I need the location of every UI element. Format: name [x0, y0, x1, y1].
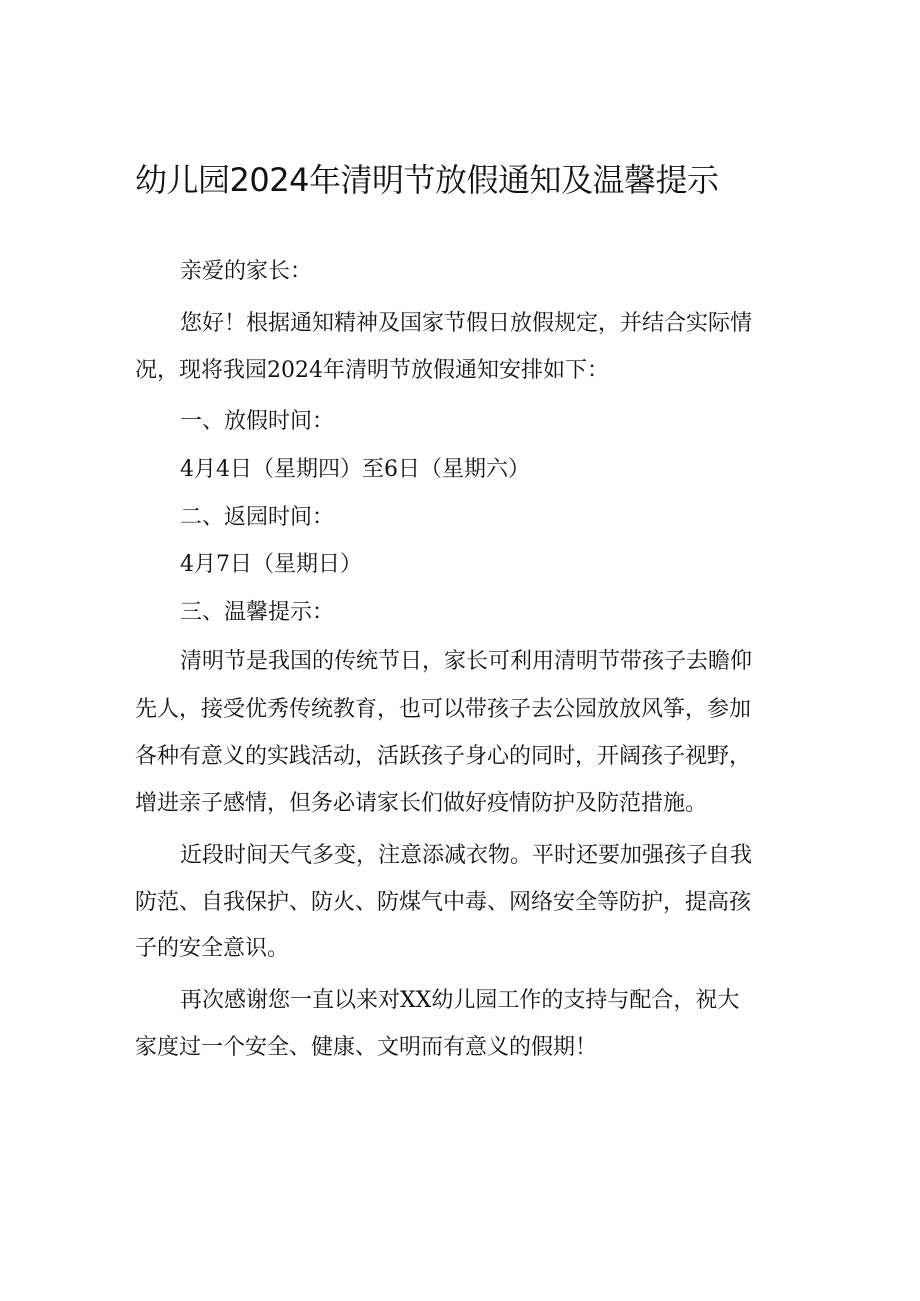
intro-line-2: 况，现将我园2024年清明节放假通知安排如下：: [135, 358, 609, 383]
holiday-time-text: 4月4日（星期四）至6日（星期六）: [180, 457, 530, 482]
return-time-text: 4月7日（星期日）: [180, 552, 362, 577]
tips-p3-line-2: 家度过一个安全、健康、文明而有意义的假期！: [135, 1035, 598, 1060]
tips-p1-line-1: 清明节是我国的传统节日，家长可利用清明节带孩子去瞻仰: [180, 649, 753, 674]
section-heading-holiday-time: 一、放假时间：: [180, 409, 335, 434]
page-title: 幼儿园2024年清明节放假通知及温馨提示: [135, 161, 719, 199]
tips-p2-line-2: 防范、自我保护、防火、防煤气中毒、网络安全等防护，提高孩: [135, 890, 752, 915]
tips-p1-line-2: 先人，接受优秀传统教育，也可以带孩子去公园放放风筝，参加: [135, 697, 752, 722]
section-heading-return-time: 二、返园时间：: [180, 505, 335, 530]
tips-p2-line-3: 子的安全意识。: [135, 936, 290, 961]
intro-line-1: 您好！根据通知精神及国家节假日放假规定，并结合实际情: [180, 311, 753, 336]
greeting: 亲爱的家长：: [180, 259, 313, 284]
section-heading-tips: 三、温馨提示：: [180, 600, 335, 625]
tips-p1-line-3: 各种有意义的实践活动，活跃孩子身心的同时，开阔孩子视野，: [135, 744, 752, 769]
tips-p3-line-1: 再次感谢您一直以来对XX幼儿园工作的支持与配合，祝大: [180, 988, 740, 1013]
tips-p2-line-1: 近段时间天气多变，注意添减衣物。平时还要加强孩子自我: [180, 843, 753, 868]
tips-p1-line-4: 增进亲子感情，但务必请家长们做好疫情防护及防范措施。: [135, 791, 708, 816]
